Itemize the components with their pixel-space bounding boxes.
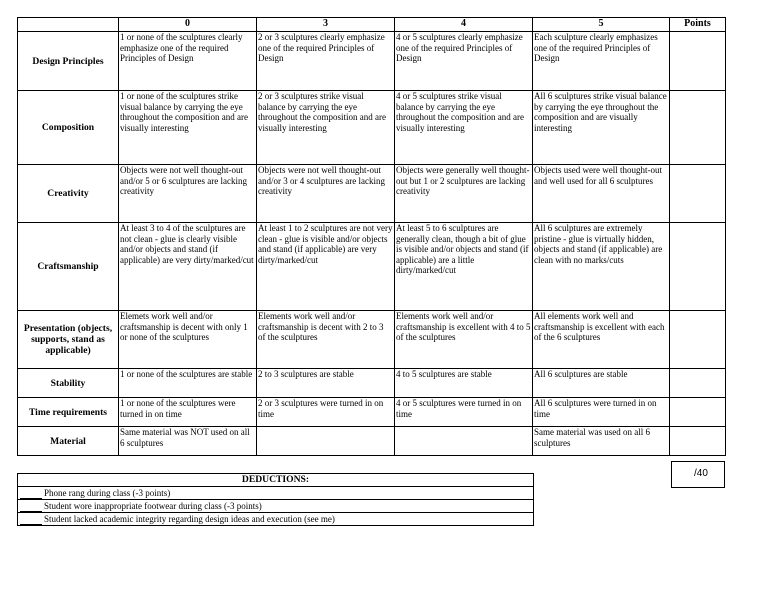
criterion-cell: Stability [18, 369, 119, 398]
table-row [18, 311, 726, 369]
score-3-cell [257, 427, 395, 456]
score-3-cell: Objects were not well thought-out and/or 3 or 4 sculptures are lacking creativity [257, 165, 395, 223]
table-row [18, 32, 726, 91]
criterion-cell: Composition [18, 91, 119, 165]
score-4-cell: 4 or 5 sculptures strike visual balance by carrying the eye throughout the composition and are visually interesting [395, 91, 533, 165]
score-5-cell: Same material was used on all 6 sculptures [533, 427, 670, 456]
criterion-cell: Design Principles [18, 32, 119, 91]
deduction-blank[interactable] [20, 489, 42, 499]
points-cell[interactable] [670, 165, 726, 223]
deduction-row [18, 500, 534, 513]
score-3-cell: 2 to 3 sculptures are stable [257, 369, 395, 398]
score-3-cell: 2 or 3 sculptures were turned in on time [257, 398, 395, 427]
score-4-cell [395, 427, 533, 456]
header-score-5: 5 [533, 18, 670, 32]
score-3-cell: 2 or 3 sculptures clearly emphasize one of the required Principles of Design [257, 32, 395, 91]
score-3-cell: Elements work well and/or craftsmanship is decent with 2 to 3 of the sculptures [257, 311, 395, 369]
header-score-4: 4 [395, 18, 533, 32]
header-criterion [18, 18, 119, 32]
deduction-blank[interactable] [20, 502, 42, 512]
score-0-cell: At least 3 to 4 of the sculptures are not clean - glue is clearly visible and/or objects and stand (if applicable) are very dirty/marked/cut [119, 223, 257, 311]
points-cell[interactable] [670, 32, 726, 91]
table-row [18, 427, 726, 456]
score-0-cell: 1 or none of the sculptures were turned in on time [119, 398, 257, 427]
score-4-cell: 4 to 5 sculptures are stable [395, 369, 533, 398]
score-3-cell: At least 1 to 2 sculptures are not very clean - glue is visible and/or objects and stand (if applicable) are very dirty/marked/cut [257, 223, 395, 311]
score-5-cell: Objects used were well thought-out and well used for all 6 sculptures [533, 165, 670, 223]
total-points-box[interactable] [671, 461, 725, 488]
score-0-cell: 1 or none of the sculptures clearly emphasize one of the required Principles of Design [119, 32, 257, 91]
score-4-cell: 4 or 5 sculptures were turned in on time [395, 398, 533, 427]
rubric-header-row [18, 18, 726, 32]
score-5-cell: All 6 sculptures are stable [533, 369, 670, 398]
rubric-table [17, 17, 726, 456]
header-points: Points [670, 18, 726, 32]
criterion-cell: Time requirements [18, 398, 119, 427]
score-5-cell: Each sculpture clearly emphasizes one of the required Principles of Design [533, 32, 670, 91]
table-row [18, 91, 726, 165]
score-5-cell: All 6 sculptures were turned in on time [533, 398, 670, 427]
deduction-text: Phone rang during class (-3 points) [44, 488, 171, 498]
points-cell[interactable] [670, 398, 726, 427]
deduction-row [18, 487, 534, 500]
score-4-cell: Elements work well and/or craftsmanship is excellent with 4 to 5 of the sculptures [395, 311, 533, 369]
score-0-cell: 1 or none of the sculptures are stable [119, 369, 257, 398]
score-4-cell: At least 5 to 6 sculptures are generally clean, though a bit of glue is visible and/or objects and stand (if applicable) are a little dirty/marked/cut [395, 223, 533, 311]
score-0-cell: Elemets work well and/or craftsmanship is decent with only 1 or none of the sculptures [119, 311, 257, 369]
score-0-cell: 1 or none of the sculptures strike visual balance by carrying the eye throughout the composition and are visually interesting [119, 91, 257, 165]
deductions-title: DEDUCTIONS: [18, 474, 534, 487]
deduction-row [18, 513, 534, 526]
header-score-0: 0 [119, 18, 257, 32]
deduction-text: Student wore inappropriate footwear during class (-3 points) [44, 501, 262, 511]
deductions-table [17, 473, 534, 526]
score-0-cell: Objects were not well thought-out and/or 5 or 6 sculptures are lacking creativity [119, 165, 257, 223]
score-3-cell: 2 or 3 sculptures strike visual balance by carrying the eye throughout the composition and are visually interesting [257, 91, 395, 165]
score-5-cell: All 6 sculptures strike visual balance by carrying the eye throughout the composition and are visually interesting [533, 91, 670, 165]
header-score-3: 3 [257, 18, 395, 32]
points-cell[interactable] [670, 223, 726, 311]
score-4-cell: 4 or 5 sculptures clearly emphasize one of the required Principles of Design [395, 32, 533, 91]
table-row [18, 369, 726, 398]
criterion-cell: Material [18, 427, 119, 456]
total-points-label: /40 [694, 468, 708, 479]
score-5-cell: All 6 sculptures are extremely pristine - glue is virtually hidden, objects and stand (if applicable) are clean with no marks/cuts [533, 223, 670, 311]
score-5-cell: All elements work well and craftsmanship is excellent with each of the 6 sculptures [533, 311, 670, 369]
table-row [18, 398, 726, 427]
table-row [18, 223, 726, 311]
criterion-cell: Craftsmanship [18, 223, 119, 311]
deduction-blank[interactable] [20, 515, 42, 525]
score-0-cell: Same material was NOT used on all 6 sculptures [119, 427, 257, 456]
points-cell[interactable] [670, 91, 726, 165]
table-row [18, 165, 726, 223]
points-cell[interactable] [670, 369, 726, 398]
criterion-cell: Creativity [18, 165, 119, 223]
score-4-cell: Objects were generally well thought-out but 1 or 2 sculptures are lacking creativity [395, 165, 533, 223]
points-cell[interactable] [670, 427, 726, 456]
points-cell[interactable] [670, 311, 726, 369]
deduction-text: Student lacked academic integrity regarding design ideas and execution (see me) [44, 514, 335, 524]
criterion-cell: Presentation (objects, supports, stand as applicable) [18, 311, 119, 369]
